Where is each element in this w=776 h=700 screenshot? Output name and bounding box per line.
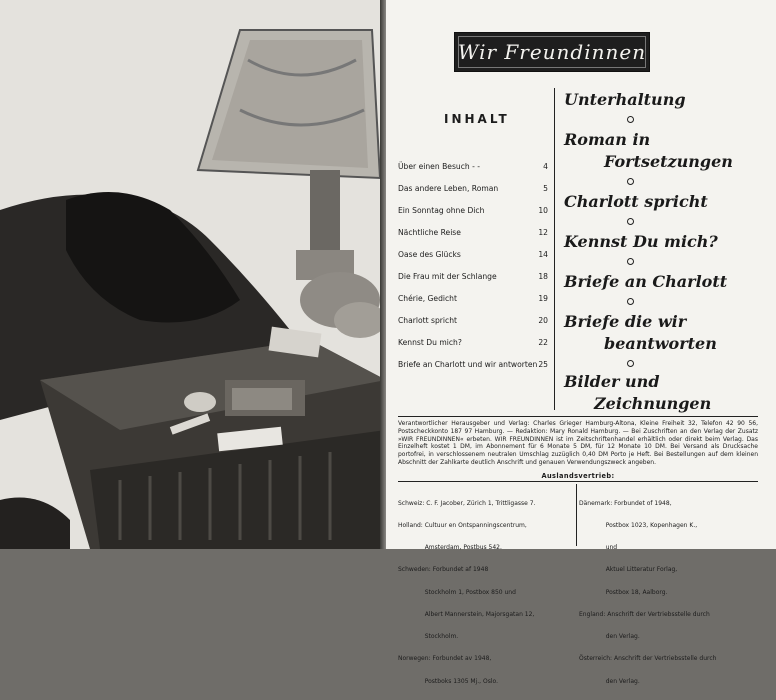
bullet-dot-icon: [627, 218, 634, 225]
ausland-line: Stockholm.: [398, 633, 459, 641]
rubric-kennst-du-mich: Kennst Du mich?: [564, 232, 718, 251]
toc-item-page: 14: [538, 250, 548, 259]
ausland-line: Schweden: Forbundet af 1948: [398, 566, 489, 574]
ausland-line: Österreich: Anschrift der Vertriebsstelle durch: [579, 655, 717, 663]
magazine-masthead: [454, 32, 650, 72]
rubric-beantworten: beantworten: [604, 334, 717, 353]
toc-item-title: Das andere Leben, Roman: [398, 184, 499, 193]
right-page: [386, 0, 776, 685]
ausland-divider: [576, 484, 577, 546]
bullet-dot-icon: [627, 258, 634, 265]
rubric-unterhaltung: Unterhaltung: [564, 90, 686, 109]
bullet-dot-icon: [627, 298, 634, 305]
toc-item: [398, 294, 548, 308]
masthead-title: Wir Freundinnen: [457, 40, 647, 64]
rubric-bilder-und: Bilder und: [564, 372, 660, 391]
toc-item-title: Nächtliche Reise: [398, 228, 461, 237]
ausland-line: Norwegen: Forbundet av 1948,: [398, 655, 492, 663]
toc-item-page: 5: [543, 184, 548, 193]
ausland-line: Postbox 18, Aalborg.: [579, 588, 668, 596]
rubric-zeichnungen: Zeichnungen: [594, 394, 712, 413]
bullet-dot-icon: [627, 360, 634, 367]
toc-item: [398, 316, 548, 330]
rubric-briefe-an-charlott: Briefe an Charlott: [564, 272, 728, 291]
toc-item-title: Kennst Du mich?: [398, 338, 462, 347]
ausland-line: den Verlag.: [579, 633, 640, 641]
toc-item-page: 18: [538, 272, 548, 281]
toc-item-title: Oase des Glücks: [398, 250, 461, 259]
toc-item-page: 22: [538, 338, 548, 347]
toc-item: [398, 206, 548, 220]
ausland-line: England: Anschrift der Vertriebsstelle durch: [579, 610, 710, 618]
toc-item: [398, 184, 548, 198]
rubric-fortsetzungen: Fortsetzungen: [604, 152, 733, 171]
left-page-photo: [0, 0, 386, 549]
ausland-line: Amsterdam, Postbus 542.: [398, 544, 502, 552]
toc-item: [398, 162, 548, 176]
toc-item-title: Briefe an Charlott und wir antworten: [398, 360, 538, 369]
ashtray: [184, 392, 216, 412]
ausland-column-left: [398, 485, 574, 700]
ausland-line: Holland: Cultuur en Ontspanningscentrum,: [398, 522, 527, 530]
toc-item: [398, 272, 548, 286]
ausland-line: Stockholm 1, Postbox 850 und: [398, 588, 516, 596]
ausland-heading: Auslandsvertrieb:: [541, 472, 615, 480]
ausland-line: Aktuel Litteratur Forlag,: [579, 566, 678, 574]
toc-item-page: 10: [538, 206, 548, 215]
ausland-line: den Verlag.: [579, 677, 640, 685]
toc-item-title: Über einen Besuch - -: [398, 162, 481, 171]
ausland-line: und: [579, 544, 618, 552]
toc-item: [398, 360, 548, 374]
bullet-dot-icon: [627, 116, 634, 123]
toc-item-page: 19: [538, 294, 548, 303]
rubric-charlott-spricht: Charlott spricht: [564, 192, 708, 211]
toc-item: [398, 228, 548, 242]
ausland-distribution: [398, 481, 758, 685]
ausland-line: Postbox 1023, Kopenhagen K.,: [579, 522, 698, 530]
toc-item-page: 25: [538, 360, 548, 369]
photo-woman-at-table: [0, 0, 386, 549]
ausland-line: Schweiz: C. F. Jacober, Zürich 1, Trittligasse 7.: [398, 499, 536, 507]
toc-item-page: 12: [538, 228, 548, 237]
toc-item-page: 4: [543, 162, 548, 171]
ausland-line: Dänemark: Forbundet of 1948,: [579, 499, 672, 507]
toc-item: [398, 338, 548, 352]
column-divider: [554, 88, 555, 410]
toc-item-title: Chérie, Gedicht: [398, 294, 457, 303]
bullet-dot-icon: [627, 178, 634, 185]
toc-item-page: 20: [538, 316, 548, 325]
toc-heading: INHALT: [444, 112, 510, 126]
toc-item-title: Die Frau mit der Schlange: [398, 272, 497, 281]
toc-item: [398, 250, 548, 264]
toc-item-title: Ein Sonntag ohne Dich: [398, 206, 485, 215]
rubric-briefe-die-wir: Briefe die wir: [564, 312, 687, 331]
ausland-column-right: [579, 485, 757, 700]
ausland-line: Postboks 1305 Mj., Oslo.: [398, 677, 498, 685]
ausland-line: Albert Mannerstein, Majorsgatan 12,: [398, 610, 535, 618]
rubric-roman: Roman in: [564, 130, 651, 149]
toc-item-title: Charlott spricht: [398, 316, 457, 325]
colophon-text: Verantwortlicher Herausgeber und Verlag: Charles Grieger Hamburg-Altona, Kleine Freiheit 32, Telefon 42 90 56, Postscheckkonto 187 97 Hamburg. — Redaktion: Mary Ronald Hamburg. — Bei Zuschriften an den Verlag der Zusatz »WIR FREUNDINNEN« erbeten. WIR FREUNDINNEN ist im Zeitschriftenhandel erhältlich oder direkt beim Verlag. Das Einzelheft kostet 1 DM, im Abonnement für 6 Monate 5 DM, für 12 Monate 10 DM. Bei Versand als Drucksache portofrei, in verschlossenem neutralen Umschlag zuzüglich 0,40 DM Porto je Heft. Bei Bestellungen auf dem kleinen Abschnitt der Zahlkarte deutlich Anschrift und genauen Verwendungszweck angeben.: [398, 416, 758, 468]
